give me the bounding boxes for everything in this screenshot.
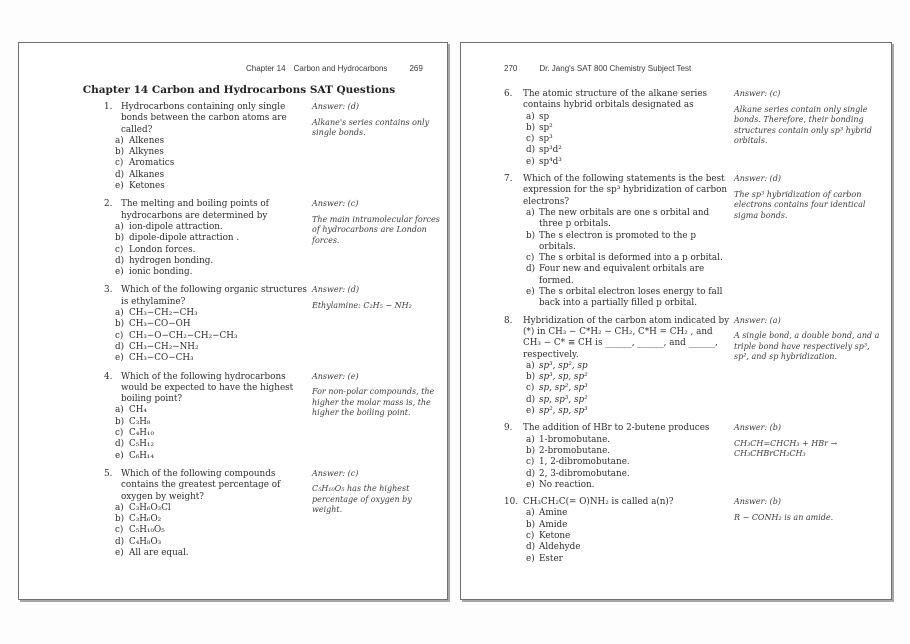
option-item [504,123,730,134]
option-item [104,353,309,364]
question-item [504,174,888,310]
option-label: c) [115,244,124,255]
option-text: dipole-dipole attraction . [129,233,240,244]
question-main [504,423,730,491]
right-page-header [504,64,691,73]
option-text: C₅H₁₀O₅ [129,525,165,536]
option-item [104,503,309,514]
option-text: C₄H₈O₃ [129,536,162,547]
option-text: sp³, sp², sp [539,360,588,371]
option-label: b) [115,514,125,525]
question-main [504,497,730,565]
header-chapter-label: Chapter 14 [246,64,286,73]
option-item [504,542,730,553]
option-text: Alkenes [129,135,165,146]
option-label: a) [115,405,124,416]
answer-note: C₅H₁₀O₅ has the highest percentage of oxygen by weight. [312,484,412,515]
answer-note: CH₃CH=CHCH₃ + HBr → CH₃CHBrCH₂CH₃ [734,438,838,459]
header-page-number: 270 [504,64,518,73]
option-label: c) [526,383,535,394]
option-item [104,136,309,147]
option-text: 1, 2-dibromobutane. [539,457,630,468]
option-item [504,480,730,491]
question-text: Hydrocarbons containing only single bonds between the carbon atoms are called? [121,102,287,135]
option-text: CH₃−CH₂−NH₂ [129,341,199,352]
option-text: sp⁴d³ [539,156,562,167]
question-number: 2. [104,199,113,210]
option-text: London forces. [129,244,196,255]
option-label: e) [526,479,535,490]
answer-column [312,102,440,139]
option-label: c) [115,330,124,341]
option-item [104,256,309,267]
option-text: The s orbital is deformed into a p orbital. [539,253,723,264]
option-item [504,446,730,457]
option-item [504,208,730,231]
option-label: b) [115,147,125,158]
question-item [504,316,888,418]
option-text: sp² [539,122,553,133]
option-text: CH₄ [129,405,147,416]
option-item [504,508,730,519]
answer-column [734,423,887,460]
option-label: e) [115,547,124,558]
option-item [104,428,309,439]
question-item [104,102,442,192]
option-text: No reaction. [539,479,595,490]
option-item [104,158,309,169]
option-label: c) [115,525,124,536]
option-label: e) [115,450,124,461]
option-text: C₃H₆O₃Cl [129,502,171,513]
option-label: a) [526,360,535,371]
option-label: b) [115,416,125,427]
question-number: 5. [104,468,113,479]
option-label: a) [115,308,124,319]
question-item [104,285,442,364]
option-text: Ester [539,553,563,564]
question-number: 6. [504,89,513,99]
option-label: e) [115,181,124,192]
answer-note: The main intramolecular forces of hydrocarbons are London forces. [312,214,440,245]
question-item [504,89,888,168]
option-item [104,222,309,233]
option-label: c) [115,158,124,169]
answer-note: The sp³ hybridization of carbon electrons contains four identical sigma bonds. [734,189,866,220]
option-text: 1-bromobutane. [539,434,611,445]
question-main [104,372,309,462]
answer-label: Answer: (e) [312,371,359,381]
option-label: d) [526,542,536,553]
option-item [504,361,730,372]
option-item [104,417,309,428]
option-label: b) [115,233,125,244]
option-item [104,405,309,416]
option-item [504,395,730,406]
option-label: d) [115,169,125,180]
answer-label: Answer: (b) [734,497,782,507]
question-number: 3. [104,285,113,296]
option-text: 2, 3-dibromobutane. [539,468,630,479]
answer-label: Answer: (c) [312,199,359,209]
option-text: Aromatics [129,158,175,169]
option-text: Amine [539,508,568,519]
option-label: a) [115,221,124,232]
option-item [104,342,309,353]
option-label: a) [526,207,535,218]
option-label: d) [526,468,536,479]
option-text: Ketone [539,530,571,541]
option-item [104,147,309,158]
answer-column [734,89,887,147]
question-item [504,497,888,565]
option-text: All are equal. [129,547,189,558]
option-label: d) [526,394,536,405]
question-main [104,285,309,364]
option-item [104,233,309,244]
question-main [504,316,730,418]
chapter-title: Chapter 14 Carbon and Hydrocarbons SAT Questions [82,84,396,96]
header-page-number: 269 [409,64,423,73]
option-label: b) [526,230,536,241]
option-label: e) [526,553,535,564]
option-text: C₄H₁₀ [129,428,154,439]
option-item [504,554,730,565]
option-text: C₆H₁₄ [129,450,154,461]
option-item [504,383,730,394]
option-text: sp², sp, sp³ [539,406,588,417]
option-item [104,319,309,330]
option-text: ion-dipole attraction. [129,221,223,232]
question-main [504,89,730,168]
option-item [504,253,730,264]
option-text: sp³, sp, sp² [539,372,588,383]
answer-column [312,469,440,516]
question-text: Which of the following hydrocarbons would be expected to have the highest boiling point? [121,371,294,405]
option-item [504,112,730,123]
option-label: d) [115,439,125,450]
option-item [104,548,309,559]
option-label: e) [526,406,535,417]
option-label: b) [526,372,536,383]
option-item [104,308,309,319]
left-questions-list [104,102,442,566]
option-label: d) [526,264,536,275]
option-item [504,406,730,417]
question-item [104,469,442,559]
option-item [504,531,730,542]
option-text: sp, sp³, sp² [539,394,588,405]
right-questions-list [504,89,888,571]
option-label: c) [115,428,124,439]
option-label: c) [526,457,535,468]
option-text: sp [539,111,550,122]
question-item [104,372,442,462]
answer-note: Alkane series contain only single bonds. Therefore, their bonding structures contain only sp³ hybrid orbitals. [734,104,872,145]
option-text: The s orbital electron loses energy to fall back into a partially filled p orbital. [539,287,723,309]
answer-label: Answer: (d) [734,174,782,184]
option-text: Alkanes [129,169,165,180]
option-label: d) [115,341,125,352]
option-label: d) [115,536,125,547]
option-text: Ketones [129,181,165,192]
option-label: a) [526,508,535,519]
option-item [504,287,730,310]
option-item [104,451,309,462]
answer-column [734,316,887,363]
option-text: hydrogen bonding. [129,255,214,266]
answer-label: Answer: (c) [734,89,781,98]
option-label: c) [526,253,535,264]
option-text: Four new and equivalent orbitals are formed. [539,264,705,286]
question-number: 8. [504,315,513,326]
option-item [504,145,730,156]
question-number: 7. [504,174,513,185]
option-item [504,231,730,254]
option-text: CH₃−CO−CH₃ [129,353,194,364]
option-item [104,331,309,342]
option-item [104,245,309,256]
option-label: e) [115,267,124,278]
option-text: ionic bonding. [129,267,193,278]
question-text: Hybridization of the carbon atom indicated by (*) in CH₃ − C*H₂ − CH₂, C*H = CH₂ , and CH₃ − C* ≡ CH is ______, ______, and ______, respectively. [523,315,730,360]
question-main [104,102,309,192]
answer-note: Ethylamine: C₂H₅ − NH₂ [312,300,412,310]
option-label: e) [115,353,124,364]
answer-label: Answer: (a) [734,315,781,325]
option-label: a) [115,502,124,513]
answer-column [312,199,440,246]
question-main [504,174,730,310]
option-item [104,537,309,548]
option-text: CH₃−CO−OH [129,319,191,330]
question-text: The addition of HBr to 2-butene produces [523,423,710,434]
answer-label: Answer: (d) [312,102,360,111]
answer-note: For non-polar compounds, the higher the molar mass is, the higher the boiling point. [312,387,435,418]
answer-column [734,497,887,523]
option-text: The s electron is promoted to the p orbitals. [539,230,697,252]
option-item [104,267,309,278]
answer-column [312,285,440,311]
question-item [104,199,442,278]
question-item [504,423,888,491]
option-text: C₃H₆O₂ [129,514,162,525]
option-label: a) [526,434,535,445]
option-item [104,439,309,450]
answer-column [734,174,887,221]
option-item [104,170,309,181]
option-text: sp, sp², sp³ [539,383,588,394]
option-text: Alkynes [129,147,164,158]
option-item [104,514,309,525]
option-item [504,520,730,531]
option-item [504,435,730,446]
answer-label: Answer: (b) [734,423,782,433]
option-label: c) [526,134,535,145]
option-text: Aldehyde [539,542,581,553]
option-text: 2-bromobutane. [539,445,611,456]
answer-note: A single bond, a double bond, and a triple bond have respectively sp³, sp², and sp hybridization. [734,331,880,362]
option-item [504,264,730,287]
option-item [504,134,730,145]
option-label: c) [526,530,535,541]
option-item [504,457,730,468]
option-item [104,181,309,192]
option-label: e) [526,156,535,167]
option-label: d) [526,145,536,156]
option-label: b) [526,519,536,530]
option-text: C₃H₈ [129,416,151,427]
option-item [504,469,730,480]
option-text: CH₃−O−CH₂−CH₂−CH₃ [129,330,238,341]
question-number: 10. [504,497,518,508]
question-text: Which of the following statements is the best expression for the sp³ hybridization of carbon electrons? [523,174,728,207]
question-text: Which of the following organic structures is ethylamine? [121,285,307,307]
question-number: 9. [504,423,513,434]
option-text: CH₃−CH₂−CH₃ [129,308,198,319]
page-right [460,42,892,600]
option-text: sp³ [539,134,553,145]
question-number: 4. [104,371,113,382]
answer-note: R − CONH₂ is an amide. [734,512,834,522]
option-text: sp³d² [539,145,562,156]
answer-label: Answer: (c) [312,468,359,478]
option-label: b) [526,445,536,456]
question-number: 1. [104,102,113,112]
question-text: The atomic structure of the alkane series contains hybrid orbitals designated as [523,89,708,111]
left-page-header [246,64,423,73]
option-text: Amide [539,519,568,530]
option-label: a) [115,135,124,146]
option-text: The new orbitals are one s orbital and three p orbitals. [539,207,710,230]
option-label: e) [526,287,535,298]
header-section-label: Carbon and Hydrocarbons [293,64,388,73]
option-item [504,157,730,168]
option-label: a) [526,111,535,122]
option-item [504,372,730,383]
answer-label: Answer: (d) [312,285,360,295]
header-book-title: Dr. Jang's SAT 800 Chemistry Subject Test [539,64,692,73]
question-main [104,199,309,278]
option-item [104,525,309,536]
question-main [104,469,309,559]
answer-column [312,372,440,419]
option-label: b) [526,122,536,133]
page-left [18,42,448,600]
option-label: b) [115,319,125,330]
option-text: C₅H₁₂ [129,439,154,450]
question-text: Which of the following compounds contains the greatest percentage of oxygen by weight? [121,468,281,502]
question-text: CH₃CH₂C(= O)NH₂ is called a(n)? [523,497,674,508]
option-label: d) [115,255,125,266]
answer-note: Alkane's series contains only single bonds. [312,117,430,137]
question-text: The melting and boiling points of hydrocarbons are determined by [121,199,269,221]
